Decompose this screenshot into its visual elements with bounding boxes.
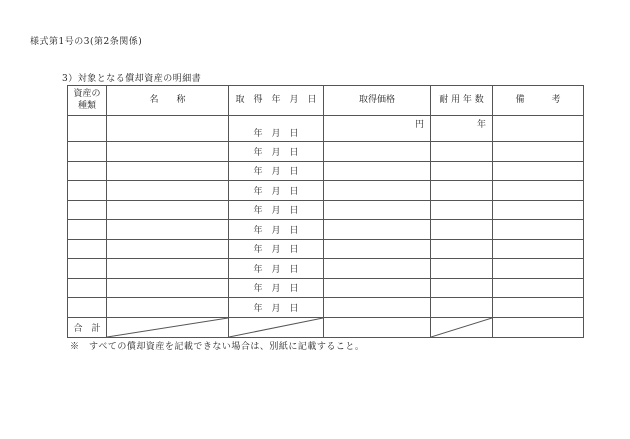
cell-life-empty [431,142,493,162]
cell-life-empty [431,200,493,220]
table-header-row [68,86,584,116]
cell-asset-type-empty [68,142,107,162]
cell-life-empty [431,239,493,259]
cell-price-empty [324,259,431,279]
table-row [68,298,584,318]
cell-asset-type-empty [68,239,107,259]
cell-life-empty [431,298,493,318]
cell-life-empty [431,181,493,201]
total-life-cell-slashed [431,317,493,337]
cell-remarks-empty [493,200,584,220]
cell-acquisition-date: 年 月 日 [229,220,324,240]
cell-acquisition-date: 年 月 日 [229,142,324,162]
cell-name-empty [107,116,229,142]
cell-acquisition-date: 年 月 日 [229,161,324,181]
section-title: 3）対象となる償却資産の明細書 [62,74,202,84]
cell-acquisition-date: 年 月 日 [229,298,324,318]
cell-asset-type-empty [68,161,107,181]
total-price-cell [324,317,431,337]
table-row [68,278,584,298]
cell-acquisition-date: 年 月 日 [229,181,324,201]
table-row [68,181,584,201]
cell-asset-type-empty [68,298,107,318]
cell-acquisition-date: 年 月 日 [229,200,324,220]
cell-life-empty [431,220,493,240]
cell-remarks-empty [493,181,584,201]
cell-name-empty [107,181,229,201]
cell-name-empty [107,200,229,220]
cell-acquisition-date: 年 月 日 [229,116,324,142]
asset-type-line2: 種類 [77,100,96,111]
cell-name-empty [107,239,229,259]
cell-name-empty [107,278,229,298]
cell-remarks-empty [493,142,584,162]
cell-remarks-empty [493,161,584,181]
cell-name-empty [107,259,229,279]
cell-price-empty [324,278,431,298]
cell-remarks-empty [493,259,584,279]
table-row [68,200,584,220]
cell-asset-type-empty [68,116,107,142]
cell-acquisition-date: 年 月 日 [229,259,324,279]
table-row [68,161,584,181]
cell-asset-type-empty [68,200,107,220]
cell-remarks-empty [493,116,584,142]
cell-life-empty [431,161,493,181]
cell-acquisition-date: 年 月 日 [229,239,324,259]
col-header-useful-life: 耐 用 年 数 [431,86,493,116]
col-header-remarks: 備 考 [493,86,584,116]
cell-price-empty [324,200,431,220]
table-row-first [68,116,584,142]
cell-life-unit: 年 [431,116,493,142]
table-row [68,239,584,259]
total-label: 合 計 [68,317,107,337]
diagonal-slash [107,318,228,337]
footnote: ※ すべての償却資産を記載できない場合は、別紙に記載すること。 [70,342,365,352]
cell-life-empty [431,278,493,298]
cell-remarks-empty [493,220,584,240]
table-row [68,220,584,240]
cell-price-empty [324,161,431,181]
cell-asset-type-empty [68,278,107,298]
total-date-cell-slashed [229,317,324,337]
diagonal-slash [229,318,323,337]
cell-price-empty [324,298,431,318]
table-row [68,259,584,279]
cell-asset-type-empty [68,220,107,240]
cell-acquisition-date: 年 月 日 [229,278,324,298]
total-name-cell-slashed [107,317,229,337]
cell-asset-type-empty [68,181,107,201]
cell-name-empty [107,161,229,181]
cell-life-empty [431,259,493,279]
cell-remarks-empty [493,298,584,318]
col-header-name: 名 称 [107,86,229,116]
form-number: 様式第1号の3(第2条関係) [30,37,143,47]
cell-price-empty [324,220,431,240]
col-header-asset-type [68,86,107,116]
cell-name-empty [107,298,229,318]
cell-asset-type-empty [68,259,107,279]
diagonal-slash [431,318,492,337]
cell-price-empty [324,239,431,259]
cell-name-empty [107,142,229,162]
cell-price-empty [324,181,431,201]
table-row [68,142,584,162]
col-header-acquisition-price: 取得価格 [324,86,431,116]
cell-name-empty [107,220,229,240]
cell-remarks-empty [493,278,584,298]
asset-type-line1: 資産の [73,89,101,100]
cell-remarks-empty [493,239,584,259]
asset-detail-table [67,85,584,338]
col-header-acquisition-date: 取 得 年 月 日 [229,86,324,116]
table-total-row [68,317,584,337]
cell-price-unit: 円 [324,116,431,142]
total-remarks-cell [493,317,584,337]
cell-price-empty [324,142,431,162]
